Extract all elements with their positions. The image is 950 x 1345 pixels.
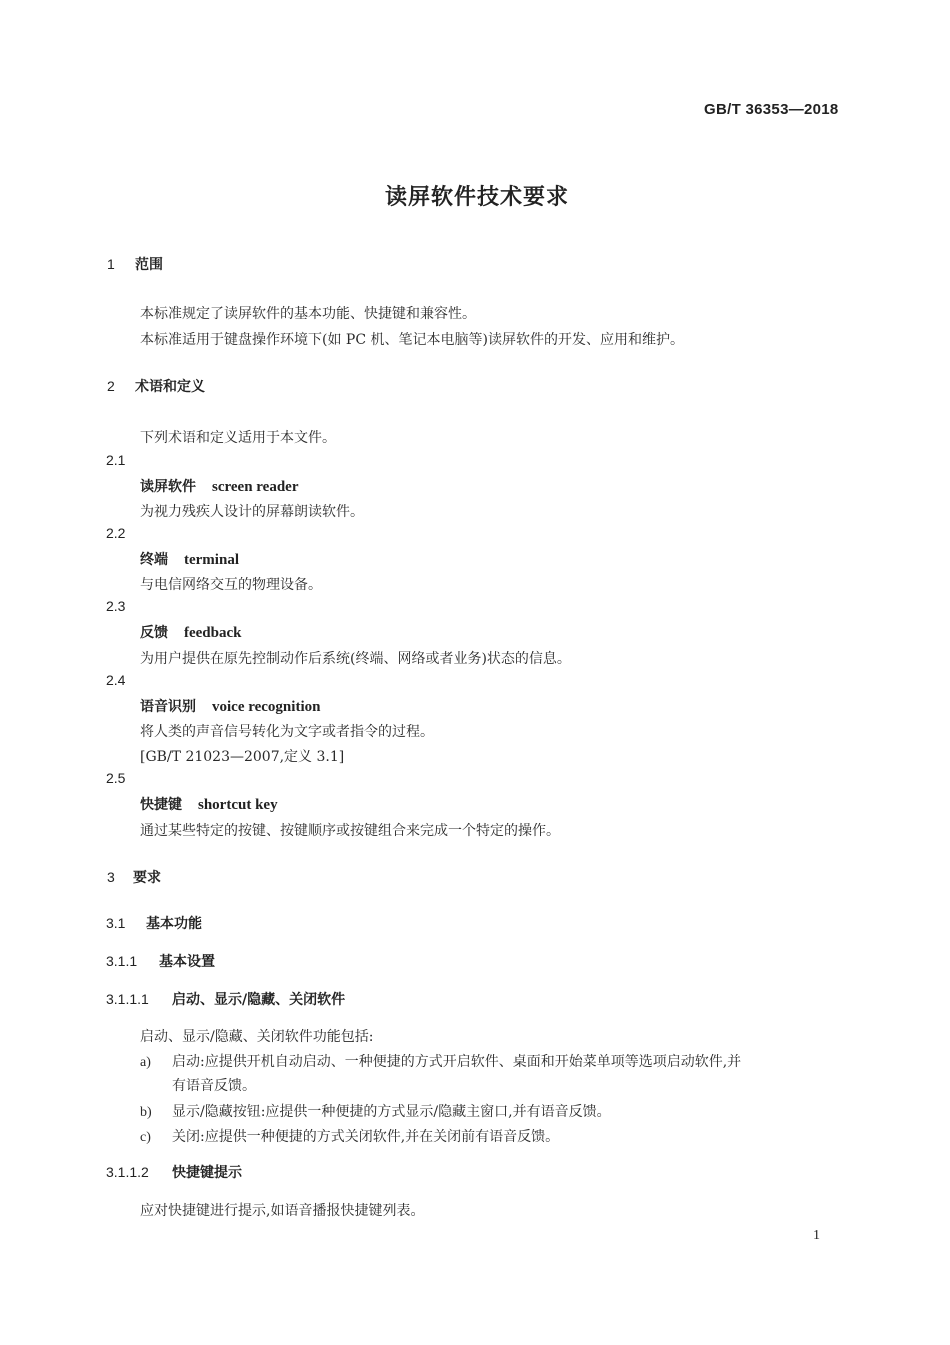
term-english: terminal (184, 552, 239, 568)
section-3-1-1-1-heading (106, 989, 345, 1009)
list-marker: a) (140, 1055, 151, 1070)
section-title: 要求 (133, 870, 161, 886)
term-english: shortcut key (198, 797, 278, 813)
term-chinese: 读屏软件 (140, 479, 196, 495)
list-marker: c) (140, 1130, 151, 1145)
functions-intro: 启动、显示/隐藏、关闭软件功能包括: (140, 1029, 374, 1045)
term-definition: 将人类的声音信号转化为文字或者指令的过程。 (140, 724, 434, 740)
section-number: 3.1.1.1 (106, 991, 149, 1007)
term-number: 2.5 (106, 770, 126, 786)
term-chinese: 快捷键 (140, 797, 182, 813)
list-item (140, 1126, 559, 1146)
term-definition: 与电信网络交互的物理设备。 (140, 577, 322, 593)
section-1-heading (107, 254, 163, 274)
term-english: feedback (184, 625, 242, 641)
section-number: 3.1.1.2 (106, 1164, 149, 1180)
standard-code: GB/T 36353—2018 (704, 101, 839, 118)
list-item-text: 关闭:应提供一种便捷的方式关闭软件,并在关闭前有语音反馈。 (172, 1129, 560, 1145)
term-number: 2.2 (106, 525, 126, 541)
section-number: 3.1.1 (106, 953, 138, 969)
section-3-heading (107, 867, 161, 887)
list-item-continuation: 有语音反馈。 (172, 1078, 256, 1094)
section-title: 启动、显示/隐藏、关闭软件 (172, 992, 346, 1008)
terms-intro: 下列术语和定义适用于本文件。 (140, 430, 336, 446)
section-3-1-heading (106, 913, 202, 933)
section-number: 1 (107, 256, 115, 272)
section-title: 快捷键提示 (172, 1165, 242, 1181)
term-chinese: 反馈 (140, 625, 168, 641)
section-title: 基本设置 (159, 954, 215, 970)
section-title: 范围 (135, 257, 163, 273)
document-title: 读屏软件技术要求 (384, 185, 569, 210)
term-chinese: 语音识别 (140, 699, 196, 715)
term-heading (140, 794, 278, 814)
section-title: 术语和定义 (135, 379, 205, 395)
term-source: [GB/T 21023—2007,定义 3.1] (140, 749, 345, 765)
term-number: 2.4 (106, 672, 126, 688)
list-item (140, 1101, 611, 1121)
term-number: 2.3 (106, 598, 126, 614)
shortcut-hint-paragraph: 应对快捷键进行提示,如语音播报快捷键列表。 (140, 1203, 425, 1219)
page-number: 1 (813, 1228, 820, 1243)
section-2-heading (107, 376, 205, 396)
term-heading (140, 622, 242, 642)
term-english: voice recognition (212, 699, 321, 715)
section-title: 基本功能 (146, 916, 202, 932)
term-chinese: 终端 (140, 552, 168, 568)
term-heading (140, 696, 320, 716)
scope-paragraph-2: 本标准适用于键盘操作环境下(如 PC 机、笔记本电脑等)读屏软件的开发、应用和维护。 (140, 332, 684, 348)
term-definition: 通过某些特定的按键、按键顺序或按键组合来完成一个特定的操作。 (140, 823, 560, 839)
section-3-1-1-2-heading (106, 1162, 242, 1182)
list-item-text: 启动:应提供开机自动启动、一种便捷的方式开启软件、桌面和开始菜单项等选项启动软件,并 (172, 1054, 742, 1070)
term-heading (140, 476, 299, 496)
term-definition: 为视力残疾人设计的屏幕朗读软件。 (140, 504, 364, 520)
term-heading (140, 549, 239, 569)
section-number: 2 (107, 378, 115, 394)
scope-paragraph-1: 本标准规定了读屏软件的基本功能、快捷键和兼容性。 (140, 306, 476, 322)
list-item-text: 显示/隐藏按钮:应提供一种便捷的方式显示/隐藏主窗口,并有语音反馈。 (172, 1104, 611, 1120)
section-3-1-1-heading (106, 951, 215, 971)
section-number: 3 (107, 869, 115, 885)
list-marker: b) (140, 1105, 152, 1120)
term-number: 2.1 (106, 452, 126, 468)
term-definition: 为用户提供在原先控制动作后系统(终端、网络或者业务)状态的信息。 (140, 651, 571, 667)
list-item (140, 1051, 741, 1071)
section-number: 3.1 (106, 915, 126, 931)
term-english: screen reader (212, 479, 299, 495)
